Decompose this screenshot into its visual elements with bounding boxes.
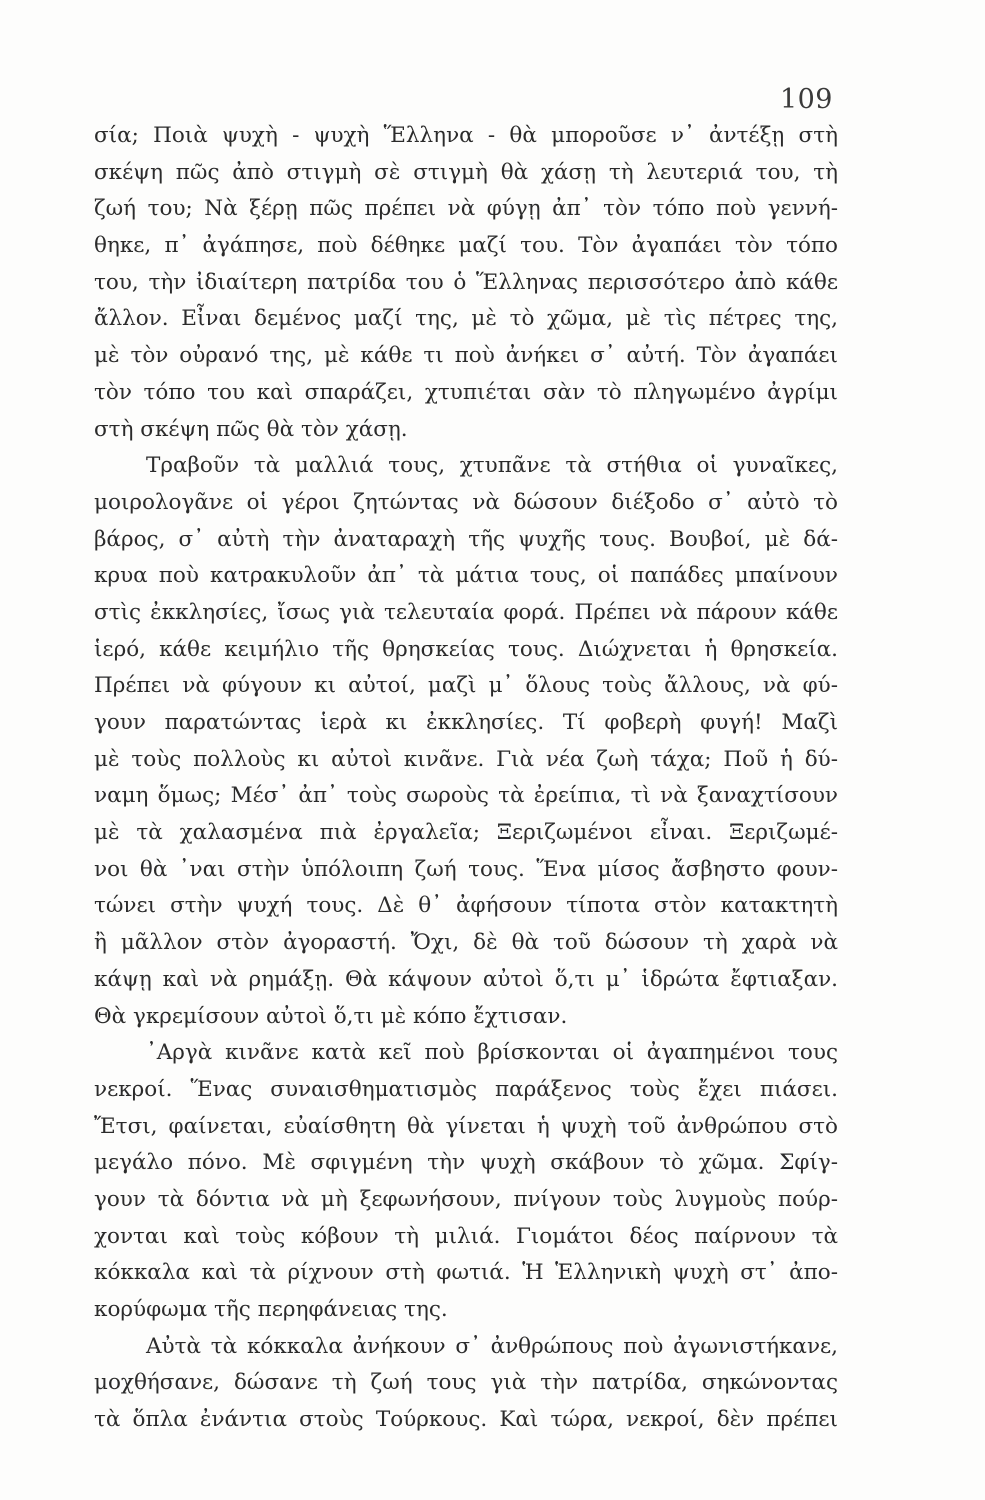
text-line: σκέψη πῶς ἀπὸ στιγμὴ σὲ στιγμὴ θὰ χάσῃ τὴ λευτεριά του, τὴ (94, 159, 838, 185)
text-line: κόκκαλα καὶ τὰ ρίχνουν στὴ φωτιά. Ἡ Ἑλληνικὴ ψυχὴ στ᾽ ἀπο- (94, 1260, 838, 1286)
text-line: στὶς ἐκκλησίες, ἴσως γιὰ τελευταία φορά. Πρέπει νὰ πάρουν κάθε (94, 599, 838, 625)
text-line: μοιρολογᾶνε οἱ γέροι ζητώντας νὰ δώσουν διέξοδο σ᾽ αὐτὸ τὸ (94, 489, 838, 515)
text-line: ἢ μᾶλλον στὸν ἀγοραστή. Ὄχι, δὲ θὰ τοῦ δώσουν τὴ χαρὰ νὰ (94, 930, 838, 956)
text-line: γουν παρατώντας ἱερὰ κι ἐκκλησίες. Τί φοβερὴ φυγή! Μαζὶ (94, 710, 838, 735)
text-line: κρυα ποὺ κατρακυλοῦν ἀπ᾽ τὰ μάτια τους, οἱ παπάδες μπαίνουν (94, 563, 838, 589)
text-line: ἱερό, κάθε κειμήλιο τῆς θρησκείας τους. Διώχνεται ἡ θρησκεία. (94, 636, 838, 662)
paragraph-start-line: ᾽Αργὰ κινᾶνε κατὰ κεῖ ποὺ βρίσκονται οἱ ἀγαπημένοι τους (146, 1040, 838, 1066)
text-line: ζωή του; Νὰ ξέρῃ πῶς πρέπει νὰ φύγῃ ἀπ᾽ τὸν τόπο ποὺ γεννή- (94, 196, 838, 222)
text-line: μὲ τὸν οὐρανό της, μὲ κάθε τι ποὺ ἀνήκει σ᾽ αὐτή. Τὸν ἀγαπάει (94, 343, 838, 369)
text-line: Θὰ γκρεμίσουν αὐτοὶ ὅ,τι μὲ κόπο ἔχτισαν. (94, 1003, 568, 1029)
text-line: θηκε, π᾽ ἀγάπησε, ποὺ δέθηκε μαζί του. Τὸν ἀγαπάει τὸν τόπο (94, 233, 838, 259)
paragraph-start-line: Τραβοῦν τὰ μαλλιά τους, χτυπᾶνε τὰ στήθια οἱ γυναῖκες, (146, 453, 838, 479)
text-line: νοι θὰ ᾽ναι στὴν ὑπόλοιπη ζωή τους. Ἕνα μίσος ἄσβηστο φουν- (94, 856, 838, 882)
text-line: νεκροί. Ἕνας συναισθηματισμὸς παράξενος τοὺς ἔχει πιάσει. (94, 1076, 838, 1102)
text-line: Ἔτσι, φαίνεται, εὐαίσθητη θὰ γίνεται ἡ ψυχὴ τοῦ ἀνθρώπου στὸ (94, 1113, 838, 1139)
text-line: σία; Ποιὰ ψυχὴ - ψυχὴ Ἕλληνα - θὰ μποροῦσε ν᾽ ἀντέξῃ στὴ (94, 123, 838, 148)
text-line: μὲ τὰ χαλασμένα πιὰ ἐργαλεῖα; Ξεριζωμένοι εἶναι. Ξεριζωμέ- (94, 820, 838, 846)
page-number: 109 (779, 84, 833, 115)
text-line: τὰ ὅπλα ἐνάντια στοὺς Τούρκους. Καὶ τώρα, νεκροί, δὲν πρέπει (94, 1407, 838, 1433)
text-line: ναμη ὅμως; Μέσ᾽ ἀπ᾽ τοὺς σωροὺς τὰ ἐρείπια, τὶ νὰ ξαναχτίσουν (94, 783, 838, 809)
text-line: ἄλλον. Εἶναι δεμένος μαζί της, μὲ τὸ χῶμα, μὲ τὶς πέτρες της, (94, 306, 838, 332)
text-line: τὸν τόπο του καὶ σπαράζει, χτυπιέται σὰν τὸ πληγωμένο ἀγρίμι (94, 379, 838, 405)
text-line: γουν τὰ δόντια νὰ μὴ ξεφωνήσουν, πνίγουν τοὺς λυγμοὺς πούρ- (94, 1186, 838, 1212)
text-line: βάρος, σ᾽ αὐτὴ τὴν ἀναταραχὴ τῆς ψυχῆς τους. Βουβοί, μὲ δά- (94, 526, 838, 552)
text-line: μοχθήσανε, δώσανε τὴ ζωή τους γιὰ τὴν πατρίδα, σηκώνοντας (94, 1370, 838, 1396)
paragraph-start-line: Αὐτὰ τὰ κόκκαλα ἀνήκουν σ᾽ ἀνθρώπους ποὺ ἀγωνιστήκανε, (146, 1333, 838, 1359)
text-line: του, τὴν ἰδιαίτερη πατρίδα του ὁ Ἕλληνας περισσότερο ἀπὸ κάθε (94, 269, 838, 295)
body-text (94, 118, 838, 1439)
text-line: κορύφωμα τῆς περηφάνειας της. (94, 1297, 448, 1322)
text-line: κάψῃ καὶ νὰ ρημάξῃ. Θὰ κάψουν αὐτοὶ ὅ,τι μ᾽ ἱδρώτα ἔφτιαξαν. (94, 966, 838, 992)
text-line: μὲ τοὺς πολλοὺς κι αὐτοὶ κινᾶνε. Γιὰ νέα ζωὴ τάχα; Ποῦ ἡ δύ- (94, 746, 838, 772)
text-line: στὴ σκέψη πῶς θὰ τὸν χάσῃ. (94, 416, 408, 442)
text-line: χονται καὶ τοὺς κόβουν τὴ μιλιά. Γιομάτοι δέος παίρνουν τὰ (94, 1223, 838, 1249)
text-line: τώνει στὴν ψυχή τους. Δὲ θ᾽ ἀφήσουν τίποτα στὸν κατακτητὴ (94, 893, 838, 919)
text-line: μεγάλο πόνο. Μὲ σφιγμένη τὴν ψυχὴ σκάβουν τὸ χῶμα. Σφίγ- (94, 1150, 838, 1176)
text-line: Πρέπει νὰ φύγουν κι αὐτοί, μαζὶ μ᾽ ὅλους τοὺς ἄλλους, νὰ φύ- (94, 673, 838, 699)
